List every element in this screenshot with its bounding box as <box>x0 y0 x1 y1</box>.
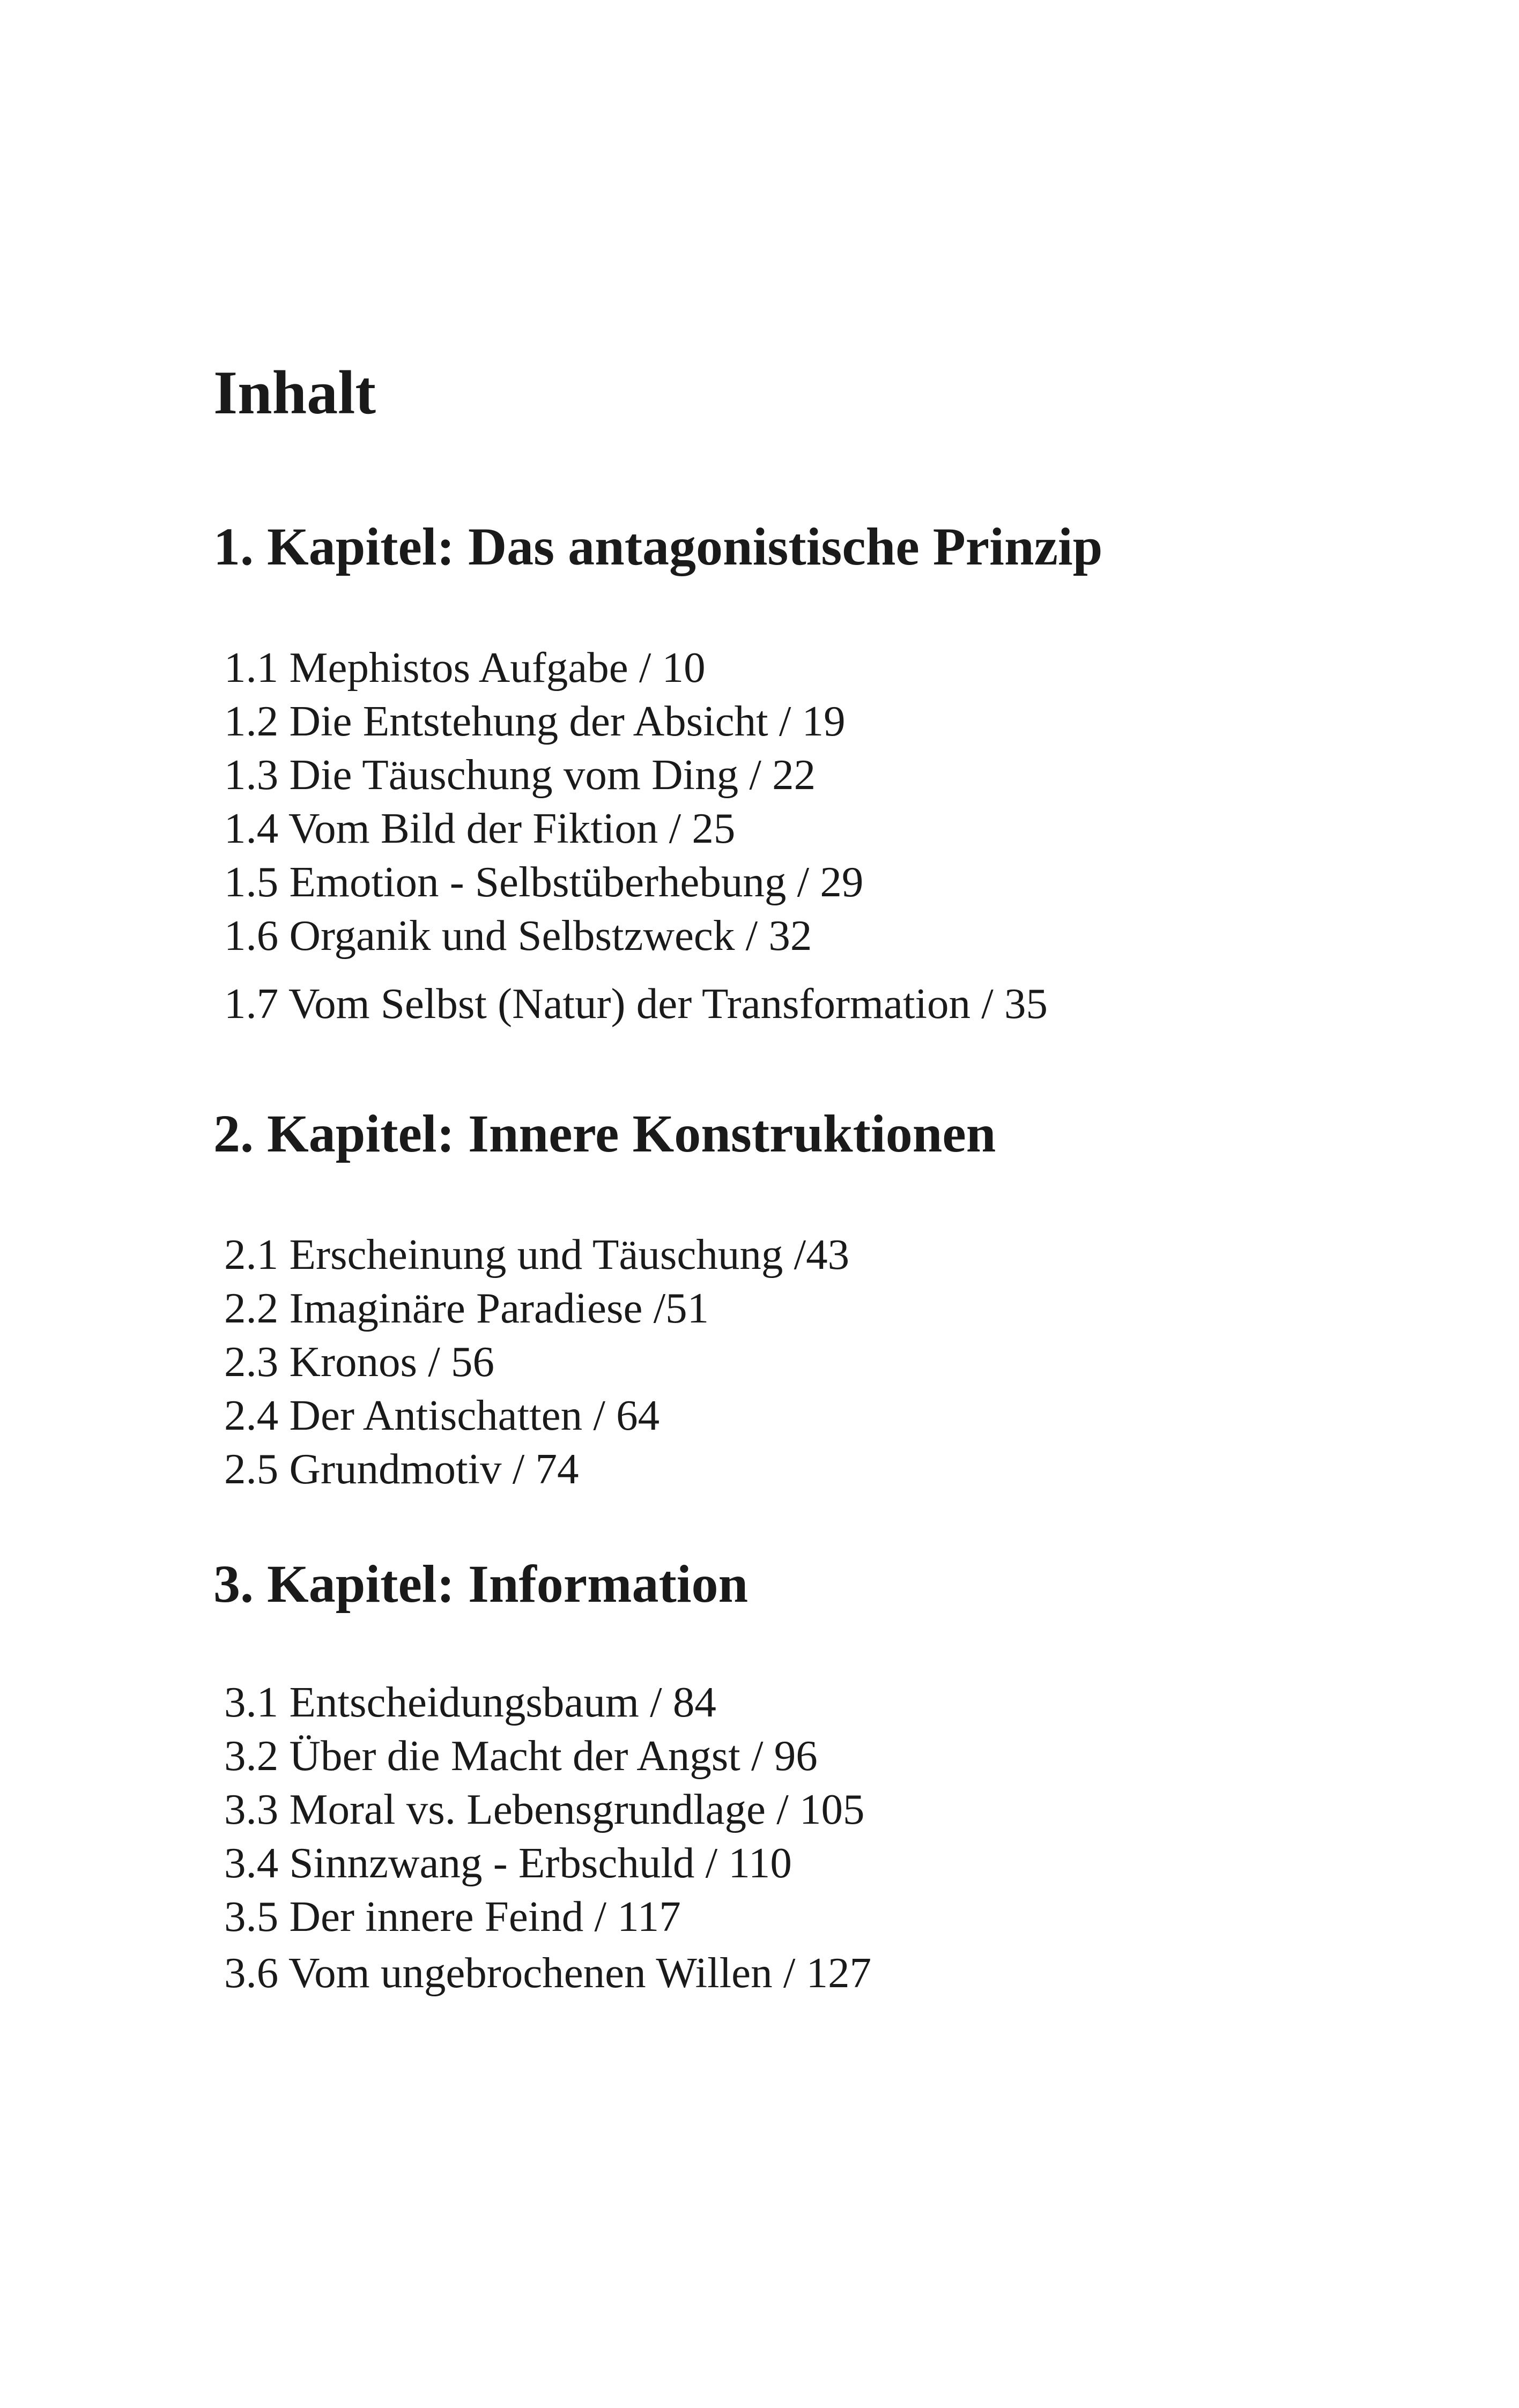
toc-entry-2-3: 2.3 Kronos / 56 <box>224 1337 494 1386</box>
chapter-2-heading: 2. Kapitel: Innere Konstruktionen <box>213 1104 996 1163</box>
chapter-3-heading: 3. Kapitel: Information <box>213 1554 749 1614</box>
toc-entry-2-1: 2.1 Erscheinung und Täuschung /43 <box>224 1230 850 1279</box>
toc-entry-1-5: 1.5 Emotion - Selbstüberhebung / 29 <box>224 858 864 906</box>
chapter-1-heading: 1. Kapitel: Das antagonistische Prinzip <box>213 517 1103 576</box>
toc-entry-1-1: 1.1 Mephistos Aufgabe / 10 <box>224 643 706 692</box>
toc-entry-3-2: 3.2 Über die Macht der Angst / 96 <box>224 1731 818 1780</box>
toc-entry-1-7: 1.7 Vom Selbst (Natur) der Transformation / 35 <box>224 979 1048 1028</box>
toc-entry-1-4: 1.4 Vom Bild der Fiktion / 25 <box>224 804 736 852</box>
toc-entry-3-1: 3.1 Entscheidungsbaum / 84 <box>224 1678 716 1726</box>
toc-entry-3-4: 3.4 Sinnzwang - Erbschuld / 110 <box>224 1839 792 1887</box>
toc-entry-1-2: 1.2 Die Entstehung der Absicht / 19 <box>224 697 846 745</box>
toc-entry-2-5: 2.5 Grundmotiv / 74 <box>224 1445 579 1493</box>
toc-entry-3-3: 3.3 Moral vs. Lebensgrundlage / 105 <box>224 1785 865 1833</box>
toc-entry-3-5: 3.5 Der innere Feind / 117 <box>224 1892 681 1941</box>
page-title: Inhalt <box>213 359 376 427</box>
toc-entry-3-6: 3.6 Vom ungebrochenen Willen / 127 <box>224 1949 872 1997</box>
toc-entry-1-6: 1.6 Organik und Selbstzweck / 32 <box>224 911 812 960</box>
toc-entry-1-3: 1.3 Die Täuschung vom Ding / 22 <box>224 750 816 799</box>
toc-entry-2-4: 2.4 Der Antischatten / 64 <box>224 1391 660 1439</box>
toc-entry-2-2: 2.2 Imaginäre Paradiese /51 <box>224 1284 709 1332</box>
